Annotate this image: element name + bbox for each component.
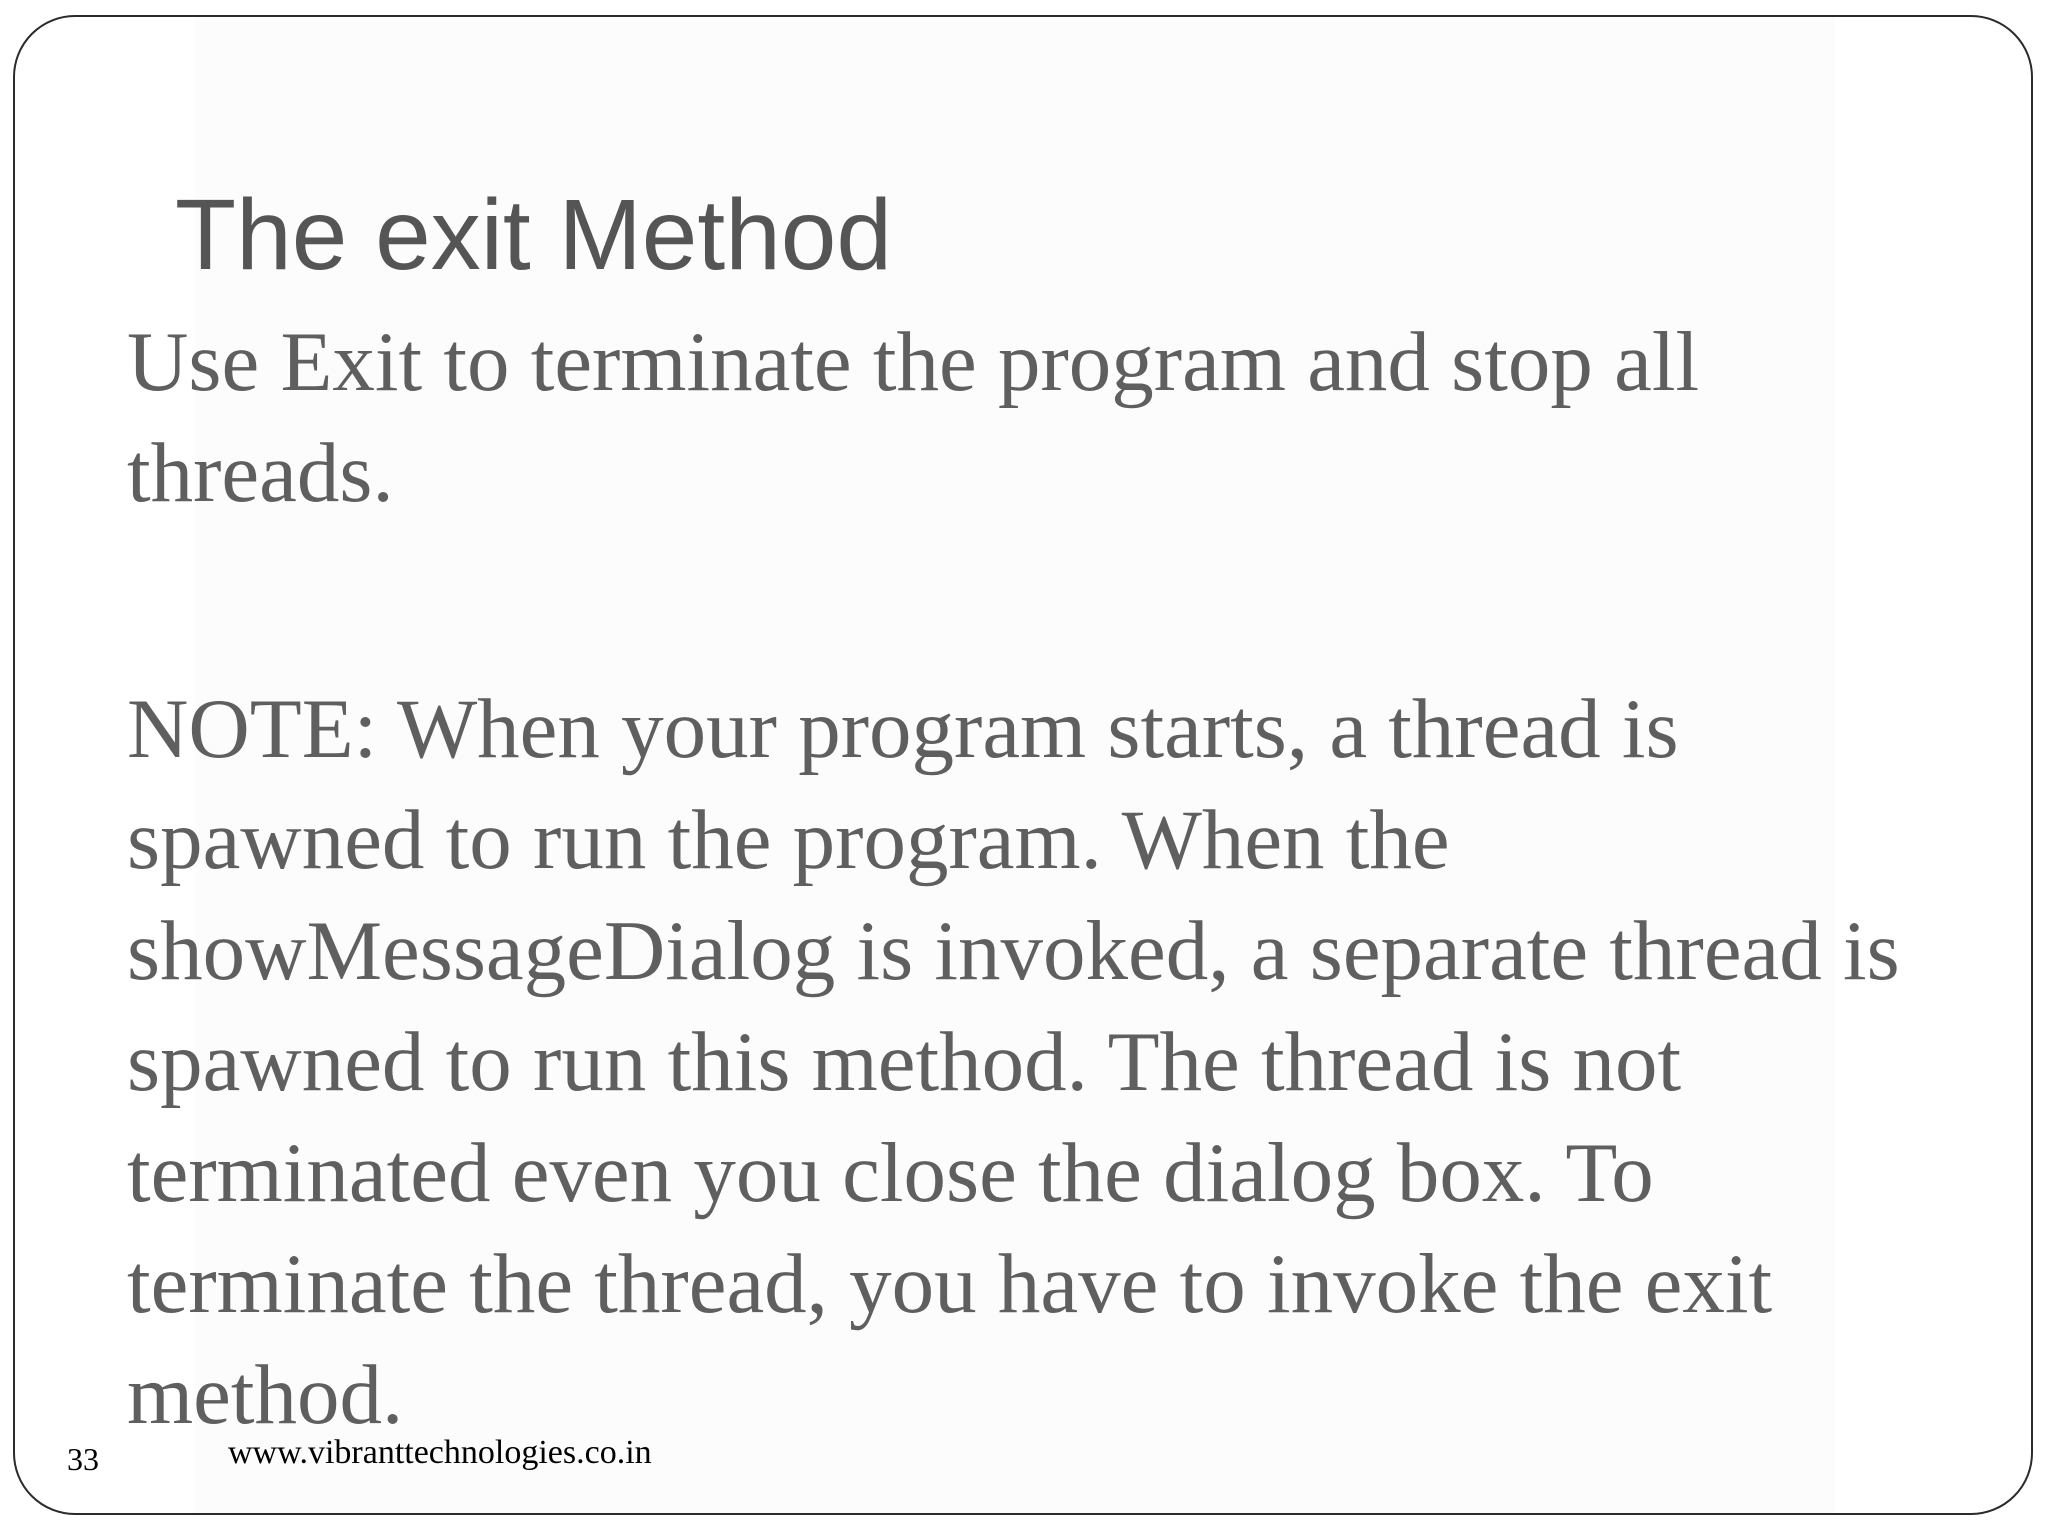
body-paragraph-note: NOTE: When your program starts, a thread is spawned to run the program. When the showMessageDialog is invoked, a separate thread is spawned to run this method. The thread is not terminated even you close the dialog box. To terminate the thread, you have to invoke the exit method.	[127, 682, 1900, 1442]
slide-title: The exit Method	[175, 179, 893, 291]
footer-url: www.vibranttechnologies.co.in	[228, 1434, 652, 1471]
slide-body	[127, 307, 1987, 1451]
slide-frame	[13, 15, 2033, 1515]
slide-number: 33	[67, 1441, 99, 1477]
body-paragraph-exit: Use Exit to terminate the program and stop all threads.	[127, 315, 1700, 520]
